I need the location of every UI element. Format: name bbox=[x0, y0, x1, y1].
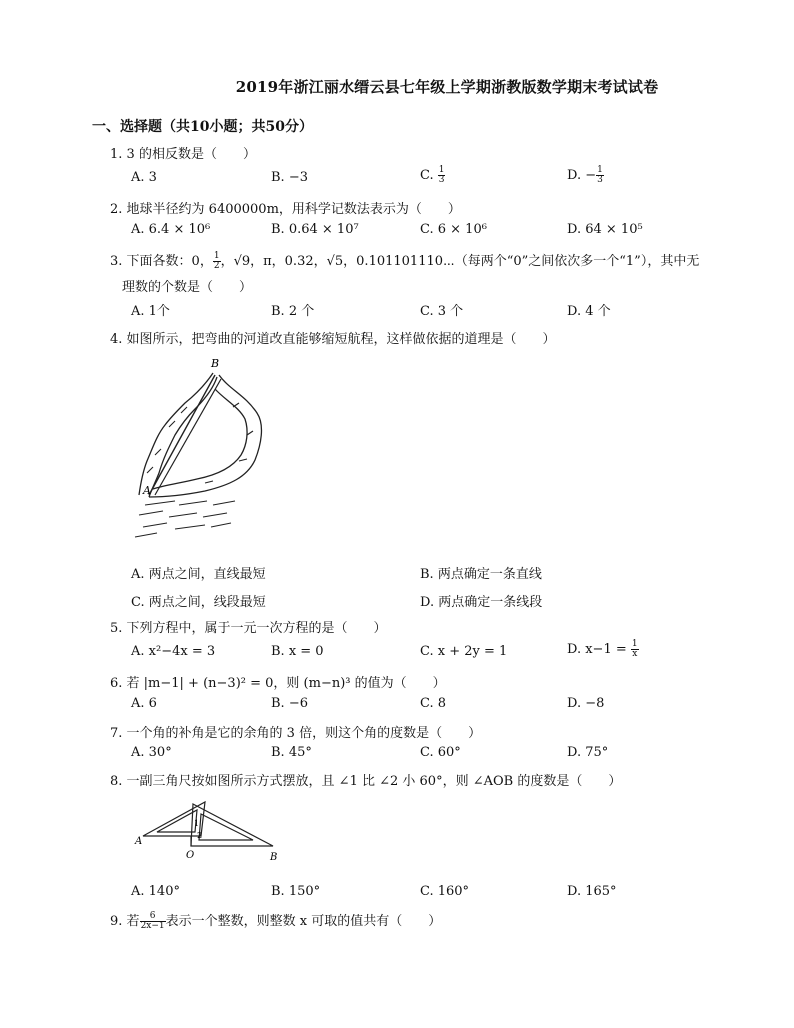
triangle-rulers-figure bbox=[135, 796, 285, 866]
question-number: 9. bbox=[110, 914, 123, 929]
question-number: 2. bbox=[110, 202, 123, 217]
question-stem: 如图所示，把弯曲的河道改直能够缩短航程，这样做依据的道理是（ ） bbox=[126, 332, 556, 347]
option-a: A. 30° bbox=[131, 745, 172, 760]
option-b: B. 150° bbox=[271, 884, 321, 899]
option-d: D. 165° bbox=[567, 884, 617, 899]
fraction-denominator: 3 bbox=[597, 175, 603, 185]
river-figure bbox=[135, 355, 275, 540]
question-number: 8. bbox=[110, 774, 123, 789]
question-stem-part: 若 bbox=[126, 914, 140, 929]
option-c: C. 两点之间，线段最短 bbox=[131, 595, 266, 610]
question-number: 5. bbox=[110, 621, 123, 636]
point-o-label: O bbox=[186, 850, 195, 861]
question-stem: 一副三角尺按如图所示方式摆放，且 ∠1 比 ∠2 小 60°，则 ∠AOB 的度数是（ ） bbox=[126, 774, 622, 789]
section-heading: 一、选择题（共10小题；共50分） bbox=[92, 119, 313, 135]
fraction-denominator: 2 bbox=[213, 261, 220, 271]
option-c: C. x + 2y = 1 bbox=[420, 644, 508, 659]
point-b-label: B bbox=[270, 852, 278, 863]
option-a: A. 6.4 × 10⁶ bbox=[131, 222, 211, 237]
option-d: D. −8 bbox=[567, 696, 605, 711]
exam-title: 2019年浙江丽水缙云县七年级上学期浙教版数学期末考试试卷 bbox=[235, 78, 659, 96]
option-c: C. 8 bbox=[420, 696, 447, 711]
point-a-label: A bbox=[135, 836, 143, 847]
fraction-numerator: 1 bbox=[213, 251, 220, 261]
option-a: A. 3 bbox=[131, 170, 157, 185]
fraction bbox=[596, 166, 604, 185]
question-stem-part: 表示一个整数，则整数 x 可取的值共有（ ） bbox=[165, 914, 442, 929]
option-c: C. 6 × 10⁶ bbox=[420, 222, 487, 237]
angle-2-label: 2 bbox=[197, 831, 203, 840]
option-b: B. 45° bbox=[271, 745, 312, 760]
question-2 bbox=[110, 198, 461, 217]
option-b: B. 2 个 bbox=[271, 304, 315, 319]
fraction bbox=[213, 252, 221, 271]
point-a-label: A bbox=[143, 484, 151, 497]
fraction bbox=[631, 640, 639, 659]
fraction-denominator: 2x−1 bbox=[140, 921, 165, 931]
option-a: A. 1个 bbox=[131, 304, 170, 319]
question-1 bbox=[110, 143, 256, 162]
option-d bbox=[567, 640, 639, 659]
question-5 bbox=[110, 617, 387, 636]
option-b: B. −6 bbox=[271, 696, 308, 711]
question-stem-part: 下面各数：0， bbox=[126, 254, 213, 269]
question-9 bbox=[110, 910, 441, 931]
fraction-numerator: 1 bbox=[631, 639, 638, 649]
option-c: C. 160° bbox=[420, 884, 470, 899]
question-6 bbox=[110, 672, 446, 691]
option-d: D. 75° bbox=[567, 745, 609, 760]
option-b: B. x = 0 bbox=[271, 644, 324, 659]
option-prefix: D. − bbox=[567, 168, 597, 183]
option-a: A. x²−4x = 3 bbox=[131, 644, 216, 659]
fraction bbox=[438, 166, 446, 185]
option-b: B. 两点确定一条直线 bbox=[420, 567, 542, 582]
fraction bbox=[140, 912, 166, 931]
fraction-numerator: 1 bbox=[597, 165, 603, 175]
option-prefix: C. bbox=[420, 168, 438, 183]
option-c: C. 3 个 bbox=[420, 304, 464, 319]
question-3 bbox=[110, 250, 699, 271]
option-b: B. −3 bbox=[271, 170, 308, 185]
option-c bbox=[420, 166, 445, 185]
option-a: A. 6 bbox=[131, 696, 157, 711]
option-d: D. 两点确定一条线段 bbox=[420, 595, 543, 610]
point-b-label: B bbox=[211, 357, 220, 370]
fraction-numerator: 6 bbox=[140, 912, 166, 922]
option-d: D. 4 个 bbox=[567, 304, 611, 319]
fraction-numerator: 1 bbox=[438, 165, 445, 175]
question-7 bbox=[110, 722, 481, 741]
question-number: 7. bbox=[110, 726, 123, 741]
question-number: 4. bbox=[110, 332, 123, 347]
option-a: A. 两点之间，直线最短 bbox=[131, 567, 266, 582]
question-stem: 地球半径约为 6400000m，用科学记数法表示为（ ） bbox=[126, 202, 461, 217]
option-d: D. 64 × 10⁵ bbox=[567, 222, 643, 237]
question-8 bbox=[110, 770, 621, 789]
question-number: 1. bbox=[110, 147, 123, 162]
option-d bbox=[567, 166, 604, 185]
option-b: B. 0.64 × 10⁷ bbox=[271, 222, 359, 237]
angle-1-label: 1 bbox=[194, 819, 200, 828]
question-stem: 3 的相反数是（ ） bbox=[126, 147, 256, 162]
option-c: C. 60° bbox=[420, 745, 461, 760]
question-number: 6. bbox=[110, 676, 123, 691]
question-stem-line2: 理数的个数是（ ） bbox=[122, 280, 253, 295]
option-prefix: D. x−1 = bbox=[567, 642, 631, 657]
fraction-denominator: 3 bbox=[438, 175, 445, 185]
question-number: 3. bbox=[110, 254, 123, 269]
option-a: A. 140° bbox=[131, 884, 180, 899]
question-stem-part: ，√9，π，0.32，√5，0.101101110⋯（每两个“0”之间依次多一个“1”），其中无 bbox=[220, 254, 700, 269]
fraction-denominator: x bbox=[632, 649, 638, 659]
question-stem: 下列方程中，属于一元一次方程的是（ ） bbox=[126, 621, 387, 636]
question-stem: 若 |m−1| + (n−3)² = 0，则 (m−n)³ 的值为（ ） bbox=[126, 676, 446, 691]
question-stem: 一个角的补角是它的余角的 3 倍，则这个角的度数是（ ） bbox=[126, 726, 482, 741]
question-4 bbox=[110, 328, 556, 347]
